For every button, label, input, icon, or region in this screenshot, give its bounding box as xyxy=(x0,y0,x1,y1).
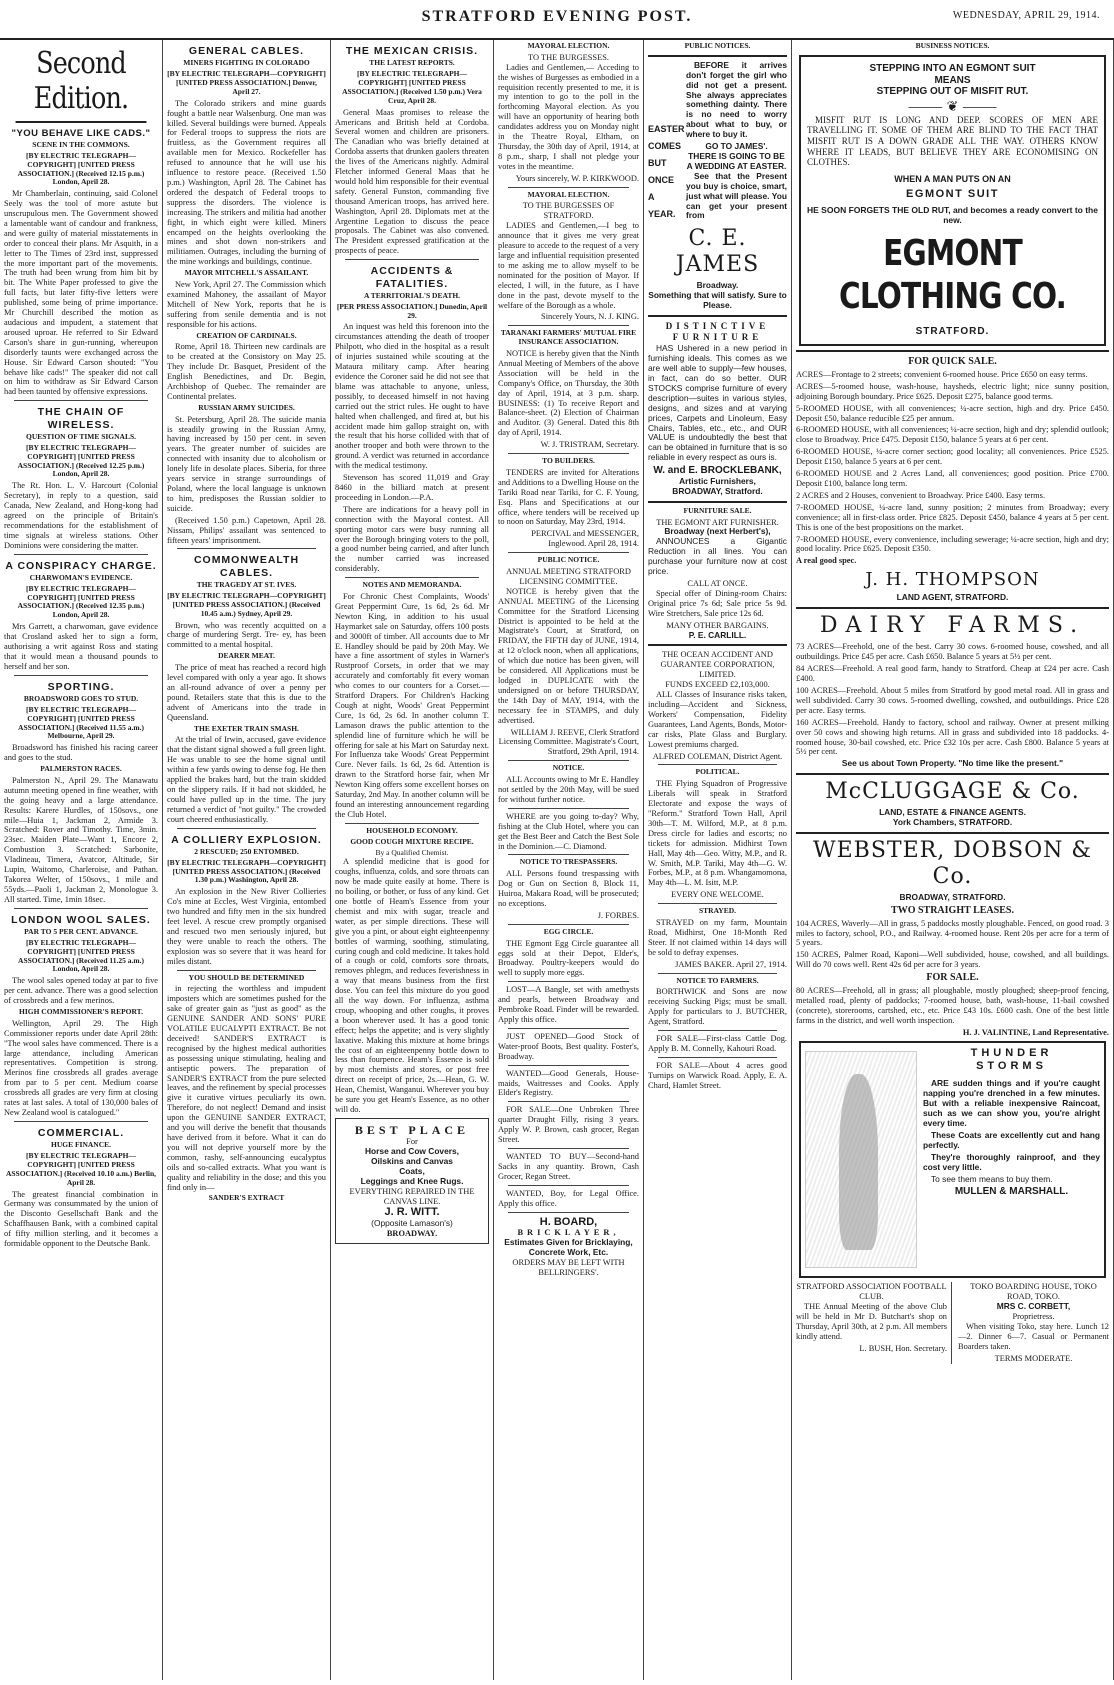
notice-body: THE Egmont Egg Circle guarantee all eggs sold at their Depot, Elder's, Broadway. Poultry-keepers would do well to supply more eggs. xyxy=(498,938,639,978)
headline: COMMERCIAL. xyxy=(37,1126,125,1139)
classified-ad: LOST—A Bangle, set with amethysts and pearls, between Broadway and Pembroke Road. Finder will be rewarded. Apply this office. xyxy=(498,985,639,1024)
list-item: 7-ROOMED HOUSE, every convenience, including sewerage; ¼-acre section, high and dry; good locality. Price £625. Deposit £350. xyxy=(796,534,1109,554)
notice-signature: W. J. TRISTRAM, Secretary. xyxy=(540,440,639,450)
notice-body: When visiting Toko, stay here. Lunch 12—2. Dinner 6—7. Casual or Permanent Boarders taken. xyxy=(958,1322,1109,1351)
list-item: 6-ROOMED HOUSE, ¼-acre corner section; good locality; all conveniences. Price £525. Deposit £150, balance 5 years at 6 per cent. xyxy=(796,447,1109,467)
article-body: The price of meat has reached a record high level compared with only a year ago. It shows an all-round advance of over a penny per pound. Retailers state that this is due to the advent of Americans into the trade in Queensland. xyxy=(167,663,326,722)
list-item: 2 ACRES and 2 Houses, convenient to Broadway. Price £400. Easy terms. xyxy=(796,490,1046,500)
ad-line: CALL AT ONCE. xyxy=(687,579,748,589)
ad-line: Broadway (next Herbert's), xyxy=(664,526,771,537)
notice-title: STRATFORD ASSOCIATION FOOTBALL CLUB. xyxy=(796,1282,947,1302)
notice-body: Ladies and Gentlemen,— Acceding to the wishes of Burgesses as embodied in a requisition recently presented to me, it is my intention to go to the poll in the forthcoming Mayoral election. As you will have an opportunity of hearing both candidates address you on Monday night in the Theatre Royal, Eltham, on Thursday, the 30th day of April, 1914, at 8 p.m., sharp, I shall not pledge your votes in the meantime. xyxy=(498,62,639,171)
ad-subtitle: FOR SALE. xyxy=(926,972,979,984)
headline: ACCIDENTS & FATALITIES. xyxy=(370,265,454,290)
list-item: 6-ROOMED HOUSE and 2 Acres Land, all conveniences; good position. Price £700. Deposit £100, balance long term. xyxy=(796,469,1109,488)
ad-line: Estimates Given for Bricklaying, Concrete Work, Etc. xyxy=(504,1237,633,1258)
ad-line: STEPPING INTO AN EGMONT SUIT xyxy=(869,62,1036,74)
subheadline: PALMERSTON RACES. xyxy=(40,764,122,774)
ad-name: W. and E. BROCKLEBANK, xyxy=(653,465,782,477)
ad-line: Oilskins and Canvas xyxy=(371,1155,453,1166)
ad-name: H. BOARD, xyxy=(539,1215,598,1228)
notice-title: MAYORAL ELECTION. xyxy=(527,189,610,199)
notice-body: ALL Persons found trespassing with Dog or Gun on Section 8, Block 11, Huiroa, Makara Road, will be prosecuted; no exceptions. xyxy=(498,869,639,908)
notice-title: PUBLIC NOTICE. xyxy=(537,555,600,565)
article-body: New York, April 27. The Commission which examined Mahoney, the assailant of Mayor Mitchell of New York, reports that he is suffering from senile dementia and is not responsible for his actions. xyxy=(167,280,326,329)
ad-side-line: ONCE xyxy=(648,175,675,186)
notice-title: THE OCEAN ACCIDENT AND GUARANTEE CORPORATION, LIMITED. xyxy=(660,650,775,680)
notice-title: POLITICAL. xyxy=(695,767,740,777)
byline: [BY ELECTRIC TELEGRAPH—COPYRIGHT] [UNITED PRESS ASSOCIATION.] (Received 10.10 a.m.) Berlin, April 28. xyxy=(5,1151,157,1187)
ad-name: J. H. THOMPSON xyxy=(865,569,1040,591)
notice-title: NOTICE TO FARMERS. xyxy=(676,975,759,985)
bottom-notices xyxy=(796,1282,1109,1363)
ad-line: EVERYTHING REPAIRED IN THE CANVAS LINE. xyxy=(349,1186,475,1206)
ad-side-line: EASTER xyxy=(648,123,685,134)
article-body: An explosion in the New River Collieries Co's mine at Eccles, West Virginia, entombed two hundred and fifty men in the six hundred feet level. A rescue crew promptly organised and rescued two men seriously injured, but they were unable to reach the others. The explosion was so severe that it was heard for miles distant. xyxy=(167,887,326,966)
ad-line: THE EGMONT ART FURNISHER. xyxy=(656,517,779,527)
column-6 xyxy=(792,40,1114,1680)
subheadline: A TERRITORIAL'S DEATH. xyxy=(363,290,461,300)
ad-line: LAND AGENT, STRATFORD. xyxy=(896,592,1009,603)
section-heading: BUSINESS NOTICES. xyxy=(915,41,990,50)
byline: [BY ELECTRIC TELEGRAPH—COPYRIGHT] [UNITED PRESS ASSOCIATION.] (Received 1.30 p.m.) Washington, April 28. xyxy=(167,857,326,885)
list-item: 84 ACRES—Freehold. A real good farm, handy to Stratford. Cheap at £24 per acre. Cash £400. xyxy=(796,664,1109,684)
list-item: 73 ACRES—Freehold, one of the best. Carry 30 cows. 6-roomed house, cowshed, and all outbuildings. Price £45 per acre. Cash £650. Balance 5 years at 5½ per cent. xyxy=(796,642,1109,662)
subheadline: THE LATEST REPORTS. xyxy=(369,58,455,68)
list-item: 104 ACRES, Waverly—All in grass, 5 paddocks mostly ploughable. Fenced, on good road. 3 miles to factory, school, P.O., and Railway. 4-roomed house. Rent 20s per acre for a term of 5 years. xyxy=(796,918,1109,948)
notice-line: FUNDS EXCEED £2,103,000. xyxy=(665,680,770,690)
ad-name: MULLEN & MARSHALL. xyxy=(954,1186,1069,1198)
ad-line: York Chambers, STRATFORD. xyxy=(892,817,1013,828)
subheadline: CHARWOMAN'S EVIDENCE. xyxy=(29,572,133,582)
notice-salutation: TO THE BURGESSES. xyxy=(528,52,609,62)
ad-line: Proprietress. xyxy=(1012,1312,1055,1322)
ad-trade: BRICKLAYER, xyxy=(517,1228,620,1238)
column-1 xyxy=(0,40,163,1680)
ornament-icon: ⸻ ❦ ⸻ xyxy=(907,98,998,115)
subheadline: QUESTION OF TIME SIGNALS. xyxy=(25,431,137,441)
ad-body: These Coats are excellently cut and hang perfectly. xyxy=(923,1129,1100,1150)
advertisement-body: in rejecting the worthless and impudent imposters which are sometimes pushed for the sake of greater gain as "just as good" as the GENUINE SANDER AND SONS' PURE VOLATILE EUCALYPTI EXTRACT. Be not deceived! SANDER'S EXTRACT is recognised by the highest medical authorities as possessing unique stimulating, healing and antiseptic powers. The preparation of SANDER'S EXTRACT from the pure selected leaves, and the refinement by special processes give it curative virtues peculiarly its own. Therefore, do not neglect! Demand and insist upon the GENUINE SANDER EXTRACT, and you will derive the benefit that thousands have derived from it before. What it can do you will not deprive yourself more by the common, rashy, self-announcing eucalyptus oils and so-called extracts. What you want is quality and reliability in the dose; and this you find only in— xyxy=(167,984,326,1192)
classified-ad: WANTED TO BUY—Second-hand Sacks in any quantity. Brown, Cash Grocer, Regan Street. xyxy=(498,1151,639,1181)
ad-body: HAS Ushered in a new period in furnishing ideals. This comes as we are well able to supply—few houses, in fact, can do so better. OUR STOCKS comprise furniture of every description—suites in various styles, designs, and sizes and at varying prices, Carpets and Linoleum, Easy Chairs, Tables, etc., etc., and OUR VALUE is undoubtedly the best that can be obtained in furniture that is so reliable in every respect as ours is. xyxy=(648,343,787,463)
ad-name: McCLUGGAGE & Co. xyxy=(825,779,1080,805)
list-item: 150 ACRES, Palmer Road, Kaponi—Well subdivided, house, cowshed, and all buildings. Will do 70 cows well. Rent 42s 6d per acre for 3 years. xyxy=(796,950,1109,970)
ad-line: Artistic Furnishers, xyxy=(679,475,756,486)
classified-ad: FOR SALE—First-class Cattle Dog. Apply B. M. Connelly, Kahouri Road. xyxy=(648,1033,787,1053)
subheadline: BROADSWORD GOES TO STUD. xyxy=(23,694,139,704)
headline: SPORTING. xyxy=(47,680,115,693)
notice-title: TO BUILDERS. xyxy=(542,456,595,466)
notice-line: EVERY ONE WELCOME. xyxy=(671,890,764,900)
headline: "YOU BEHAVE LIKE CADS." xyxy=(11,127,151,139)
subheadline: MAYOR MITCHELL'S ASSAILANT. xyxy=(184,268,309,278)
notice-title: NOTICE TO TRESPASSERS. xyxy=(519,857,618,867)
ad-line: For xyxy=(406,1137,418,1147)
article-body: (Received 1.50 p.m.) Capetown, April 28. Nissam, Philips' assailant was sentenced to fifteen years' imprisonment. xyxy=(167,515,326,545)
ad-line: STEPPING OUT OF MISFIT RUT. xyxy=(876,86,1029,98)
subheadline: CREATION OF CARDINALS. xyxy=(196,330,297,340)
quick-sale-list xyxy=(796,370,1109,566)
notice-body: LADIES and Gentlemen,—I beg to announce that it gives me very great pleasure to accede to the request of a very large and influential requisition presented to me asking me to allow myself to be nominated for the position of Mayor. If elected, I will, in the future, as I have done in the past, devote myself to the welfare of the Borough as a whole. xyxy=(498,221,639,310)
notice-signature: L. BUSH, Hon. Secretary. xyxy=(859,1343,947,1353)
byline: By a Qualified Chemist. xyxy=(375,847,449,857)
notice-signature: ALFRED COLEMAN, District Agent. xyxy=(652,751,783,761)
notice-body: THE Flying Squadron of Progressive Liberals will speak in Stratford Electorate and expose the ways of "Reform." Stratford Town Hall, April 30th—T. M. Wilford, M.P., at 8 p.m. Dress circle for ladies and escorts; no tickets for admission. Midhirst Town Hall, May 4th—Geo. Witty, M.P., and R. W. Smith, M.P. Tariki, May 4th—G. W. Forbes, M.P., at 8 p.m. Whangamomona, May 4th—L. M. Isitt, M.P. xyxy=(648,779,787,888)
notice-body: BORTHWICK and Sons are now receiving Sucking Pigs; must be small. Apply for particulars to J. BUTCHER, Agent, Stratford. xyxy=(648,987,787,1027)
notice-body: TENDERS are invited for Alterations and Additions to a Dwelling House on the Tariki Road near Tariki, for C. F. Young, Esq. Plans and Specifications at our office, where tenders will be received up to noon on Saturday, May 23rd, 1914. xyxy=(498,467,639,527)
subheadline: THE EXETER TRAIN SMASH. xyxy=(194,723,299,733)
column-2 xyxy=(163,40,331,1680)
notice-salutation: TO THE BURGESSES OF STRATFORD. xyxy=(522,201,615,221)
ad-line: WHEN A MAN PUTS ON AN xyxy=(894,173,1011,184)
classified-ad: FOR SALE—One Unbroken Three quarter Draught Filly, rising 3 years. Apply W. P. Brown, cash grocer, Regan Street. xyxy=(498,1105,639,1145)
ad-line: Leggings and Knee Rugs. xyxy=(360,1175,464,1186)
ad-body: ARE sudden things and if you're caught napping you're drenched in a few minutes. But with a reliable inexpensive Raincoat, such as we can show you, you're alright every time. xyxy=(923,1078,1100,1129)
ad-line: MEANS xyxy=(934,74,971,86)
raincoat-illustration xyxy=(805,1051,917,1268)
ad-line: See us about Town Property. "No time like the present." xyxy=(841,758,1064,769)
subheadline: HIGH COMMISSIONER'S REPORT. xyxy=(19,1007,143,1017)
subheadline: HUGE FINANCE. xyxy=(50,1140,111,1150)
list-item: 100 ACRES—Freehold. About 5 miles from Stratford by good metal road. All in grass and well subdivided. Carry 30 cows. 5-roomed dwelling, cowshed, and outbuildings. Price £28 per acre. Easy terms. xyxy=(796,685,1109,715)
headline: COMMONWEALTH CABLES. xyxy=(193,554,300,579)
ad-line: Horse and Cow Covers, xyxy=(364,1145,459,1156)
ad-body: MISFIT RUT IS LONG AND DEEP. SCORES OF MEN ARE TRAVELLING IT. SOME OF THEM ARE BLIND TO THE FACT THAT MISFIT RUT IS A DOWN GRADE ALL THE WAY. OTHERS KNOW WHERE IT LEADS, BUT BELIEVE THEY ARE ECONOMISING ON CLOTHES. xyxy=(807,114,1098,168)
column-4 xyxy=(494,40,644,1680)
ad-line: BROADWAY. xyxy=(386,1229,438,1239)
article-body: General Maas promises to release the Americans and British held at Cordoba. Several women and children are prisoners. The Canadian who was briefly detained at Cordoba asserts that drunken gaolers threaten the lives of the Americans nightly. Admiral Fletcher informed General Maas that he would hold him responsible for their eventual safety. General Funston, commanding five thousand American troops, has arrived here. Washington, April 28. Diplomats met at the Argentine Legation to discuss the peace proposals. The Cabinet was also convened. The President expressed gratification at the prospects of peace. xyxy=(335,107,489,256)
subheadline: PAR TO 5 PER CENT. ADVANCE. xyxy=(24,927,138,937)
list-item: 80 ACRES—Freehold, all in grass; all ploughable, mostly ploughed; sheep-proof fencing, metalled road, plenty of paddocks; 7-roomed house, bath, wash-house, 11-bail cowshed (concrete), storerooms, cartshed, etc., etc. Price £43 10s. £600 cash. One of the best little farms in the district, and well worth inspection. xyxy=(796,985,1109,1025)
list-item: 5-ROOMED HOUSE, with all conveniences; ¼-acre section, high and dry. Price £450. Deposit £50, balance reducible £25 per annum. xyxy=(796,403,1109,423)
ad-title: DISTINCTIVE FURNITURE xyxy=(665,321,770,342)
notice-body: NOTICE is hereby given that the ANNUAL MEETING of the Licensing Committee for the Stratford Licensing District is appointed to be held at the Magistrate's Court, at Stratford, on FRIDAY, the FIFTH day of JUNE, 1914, at 12 o'clock noon, when all applications, of which due notice has been given, will be considered. All Applications must be lodged in DUPLICATE with the undersigned on or before THURSDAY, the 14th Day of MAY, 1914, with the necessary fee in STAMPS, and duly advertised. xyxy=(498,586,639,725)
article-body: Rome, April 18. Thirteen new cardinals are to be created at the Consistory on May 25. They include Dr. Basquet, President of the English Benedictines, and Dr. Begin, Archbishop of Quebec. The remainder are Continental prelates. xyxy=(167,342,326,401)
section-heading: PUBLIC NOTICES. xyxy=(684,41,751,50)
byline: [PER PRESS ASSOCIATION.] Dunedin, April 29. xyxy=(336,301,488,320)
column-3 xyxy=(331,40,494,1680)
article-body: A splendid medicine that is good for coughs, influenza, colds, and sore throats can now be made quite easily at home. There is no boiling, or bother, or fuss of any kind. Get one bottle of Heam's Essence from your chemist and mix with sugar, treacle and water, as per simple directions. These will give you a pint, or about eight eighteenpenny bottles of warming, soothing, stimulating, curing cough and cold medicine. It takes hold of a cough or cold, comforts sore throats, removes phlegm, and reduces feverishness in a way that means business from the first dose. You can feel this mixture do you good all the way down. For influenza, asthma croup, whooping and other coughs, it proves a boon wherever used. It has a good tonic effect; helps the appetite; and is very slightly laxative. Making this mixture at home brings the cost of an eighteenpenny bottle down to less than fourpence. Heam's Essence is sold by most chemists and stores, or post free direct on receipt of price, 2s.—Hean, G. W. Hean, Chemist, Wanganui. Wherever you buy be sure you get Heam's Essence, as no other will do. xyxy=(335,857,489,1114)
subheadline: GOOD COUGH MIXTURE RECIPE. xyxy=(350,836,474,846)
advertisement-signature: SANDER'S EXTRACT xyxy=(208,1193,285,1203)
ad-line: GO TO JAMES'. xyxy=(705,141,768,152)
article-body: The Rt. Hon. L. V. Harcourt (Colonial Secretary), in reply to a question, said Canada, New Zealand, and Hong-kong had agreed on the principle of Britain's recommendations for the establishment of time signals at wireless stations. Other Dominions were considering the matter. xyxy=(4,481,158,550)
notice-body: NOTICE is hereby given that the Ninth Annual Meeting of Members of the above Association will be held in the Company's Office, on Thursday, the 30th day of April, 1914, at 3 p.m. sharp. BUSINESS: (1) To receive Report and Balance-sheet. (2) Election of Chairman and Auditor. (3) General. Dated this 8th day of April, 1914. xyxy=(498,349,639,438)
notice-signature: JAMES BAKER. April 27, 1914. xyxy=(675,959,787,969)
ad-line: LAND, ESTATE & FINANCE AGENTS. xyxy=(879,807,1026,818)
edition-banner: Second Edition. xyxy=(16,40,147,123)
byline: [BY ELECTRIC TELEGRAPH—COPYRIGHT] [UNITED PRESS ASSOCIATION.] (Received 12.25 p.m.) London, April 28. xyxy=(17,442,145,479)
ad-title: FOR QUICK SALE. xyxy=(908,356,997,368)
article-body: At the trial of Irwin, accused, gave evidence that the distant signal showed a full green light. He was unable to see the home signal until within a few yards owing to dense fog. He then applied the brakes hard, but the train skidded on the slippery rails. If it had not skidded, he could have pulled up in the time. The jury returned a verdict of "not guilty." The crowded court cheered enthusiastically. xyxy=(167,735,326,824)
list-item: A real good spec. xyxy=(796,556,857,566)
ad-signature: P. E. CARLILL. xyxy=(688,629,747,640)
ad-line: EGMONT SUIT xyxy=(906,188,999,201)
egmont-clothing-advertisement xyxy=(799,55,1106,346)
headline: A COLLIERY EXPLOSION. xyxy=(171,833,322,846)
subheadline: DEARER MEAT. xyxy=(218,651,275,661)
james-advertisement xyxy=(648,61,787,224)
article-body: Mr Chamberlain, continuing, said Colonel Seely was the tool of more astute but unscrupulous men. The Government showed a lamentable want of candour and frankness, and were guilty of material misstatements in order to conceal their plans. Mr Asquith, in a letter to The Times of 23rd inst, suppressed the more important part of the movements. The truth had been wrung from him bit by bit. The White Paper professed to give the full facts, but later fifty-five letters were published, some being of prime importance. Mr Churchill described the motion as audacious and impudent, a statement that aroused uproar. He referred to Sir Edward Carson's share in gun-running, whereupon disorderly taunts were exchanged across the House. Sir Edward Carson shouted: "You behave like cads!" The speaker did not call on him to withdraw as Sir Edward Carson had been taunted by offensive expressions. xyxy=(4,189,158,397)
article-body: Palmerston N., April 29. The Manawatu autumn meeting opened in fine weather, with the going heavy and a large attendance. Results: Karere Hurdles, of 150sovs., one mile—Huia 1, Jackman 2, Armide 3. Scratched: Rover and Timothy. Time, 3min. 23sec. Maiden Plate—Want 1, Encore 2, Combustion 3. Scratched: Sarbonite, Vladineau, Timera, Avatcor, Altitude, Sir Lupin, Waitomo, Charleroise, and Pathan. Takorea Welter, of 150sovs., 1 mile and 55yds.—Paoli 1, Jackman 2, Monologue 3. All started. Time, 1min 18sec. xyxy=(4,775,158,904)
notice-signature: PERCIVAL and MESSENGER, Inglewood. April 28, 1914. xyxy=(531,529,639,549)
notice-signature: J. FORBES. xyxy=(597,910,639,920)
ad-body: BEFORE it arrives don't forget the girl who did not get a present. She always appreciates something dainty. There is no need to worry about what to buy, or where to buy it. xyxy=(686,59,787,140)
ad-name: WEBSTER, DOBSON & Co. xyxy=(813,837,1092,889)
classified-ad: FOR SALE—About 4 acres good Turnips on Warwick Road. Apply, E. A. Chard, Hamlet Street. xyxy=(648,1060,787,1090)
ad-line: HE SOON FORGETS THE OLD RUT, and becomes a ready convert to the new. xyxy=(807,205,1098,226)
notice-signature: WILLIAM J. REEVE, Clerk Stratford Licensing Committee. Magistrate's Court, Stratford, 29th April, 1914. xyxy=(498,727,639,757)
subheadline: MINERS FIGHTING IN COLORADO xyxy=(183,58,310,68)
masthead xyxy=(0,0,1114,40)
notice-title: EGG CIRCLE. xyxy=(543,926,594,936)
list-item: 160 ACRES—Freehold. Handy to factory, school and railway. Owner at present milking over 50 cows and showing high returns. All in grass and subdivided into 18 paddocks. 4-roomed house, 30-bail cowshed, etc. Price £32 10s per acre. Cash £800. Balance 5 years at 5½ per cent. xyxy=(796,717,1109,757)
section-heading: NOTES AND MEMORANDA. xyxy=(362,580,462,590)
notice-title: MAYORAL ELECTION. xyxy=(527,41,610,50)
byline: [BY ELECTRIC TELEGRAPH—COPYRIGHT] [UNITED PRESS ASSOCIATION.] (Received 11.25 a.m.) London, April 28. xyxy=(18,937,144,974)
ad-title: FURNITURE SALE. xyxy=(683,505,752,515)
byline: [BY ELECTRIC TELEGRAPH—COPYRIGHT] [UNITED PRESS ASSOCIATION.] (Received 10.45 a.m.) Sydney, April 29. xyxy=(167,591,326,618)
ad-line: Broadway. xyxy=(696,280,739,291)
ad-side-text xyxy=(648,61,685,224)
headline: THE MEXICAN CRISIS. xyxy=(345,45,479,57)
notice-signature: Sincerely Yours, N. J. KING. xyxy=(541,312,639,322)
ad-line: Coats, xyxy=(399,1165,425,1176)
ad-name: MRS C. CORBETT, xyxy=(996,1301,1071,1312)
ad-body: To see them means to buy them. xyxy=(931,1173,1053,1184)
advertisement-headline: YOU SHOULD BE DETERMINED xyxy=(188,972,305,982)
ad-line: STRATFORD. xyxy=(915,326,990,338)
notice-subtitle: ANNUAL MEETING STRATFORD LICENSING COMMITTEE. xyxy=(506,567,631,586)
list-item: 6-ROOMED HOUSE, with all conveniences; ¼-acre section, high and dry; splendid outlook; close to Broadway. Price £475. Deposit £150, balance 5 years at 6 per cent. xyxy=(796,425,1109,445)
ad-body: ANNOUNCES a Gigantic Reduction in all lines. You can purchase your furniture now at cost price. xyxy=(648,536,787,577)
headline: A CONSPIRACY CHARGE. xyxy=(5,559,157,572)
list-item: 7-ROOMED HOUSE, ¼-acre land, sunny position; 2 minutes from Broadway; every convenience; all in first-class order. Price £825. Deposit £450, balance 4 years at 5 per cent. This is one of the best propositions on the market. xyxy=(796,502,1109,532)
thunder-storms-advertisement xyxy=(799,1041,1106,1278)
notice-title: STRAYED. xyxy=(698,906,737,916)
byline: [BY ELECTRIC TELEGRAPH—COPYRIGHT] [UNITED PRESS ASSOCIATION.] (Received 12.15 p.m.) London, April 28. xyxy=(17,150,145,187)
subheadline: SCENE IN THE COMMONS. xyxy=(32,139,130,149)
subheadline: RUSSIAN ARMY SUICIDES. xyxy=(198,402,295,412)
ad-body: Special offer of Dining-room Chairs: Original price 7s 6d; Sale price 5s 9d. Wire Stretchers, Sale price 12s 6d. xyxy=(648,588,787,618)
ad-line: MANY OTHER BARGAINS. xyxy=(666,620,769,630)
classified-ad: WANTED—Good Generals, House-maids, Waitresses and Cooks. Apply Elder's Registry. xyxy=(498,1068,639,1098)
notice-body: STRAYED on my farm, Mountain Road, Midhirst, One 18-Month Red Steer. If not claimed within 14 days will be sold to defray expenses. xyxy=(648,917,787,957)
ad-name: EGMONT CLOTHING CO. xyxy=(838,233,1067,317)
list-item: ACRES—Frontage to 2 streets; convenient 6-roomed house. Price £650 on easy terms. xyxy=(796,369,1088,379)
notice-body: ALL Classes of Insurance risks taken, including—Accident and Sickness, Workers' Compensation, Fidelity Guarantees, Land Agents, Bonds, Motor-car risks, Plate Glass and Burglary. Lowest premiums charged. xyxy=(648,690,787,749)
ad-line: TERMS MODERATE. xyxy=(994,1353,1073,1363)
ad-side-line: BUT xyxy=(648,158,667,169)
classified-ad: WANTED, Boy, for Legal Office. Apply this office. xyxy=(498,1188,639,1208)
notice-body: ALL Accounts owing to Mr E. Handley not settled by the 20th May, will be sued for without further notice. xyxy=(498,775,639,804)
article-body: There are indications for a heavy poll in connection with the Mayoral contest. All sporting motor cars were busy running all over the Borough bringing voters to the poll, a good number being carried, and after lunch the number carried was increased considerably. xyxy=(335,504,489,574)
ad-body: They're thoroughly rainproof, and they cost very little. xyxy=(923,1151,1100,1172)
ad-subtitle: TWO STRAIGHT LEASES. xyxy=(891,904,1014,916)
notice-title: TARANAKI FARMERS' MUTUAL FIRE INSURANCE ASSOCIATION. xyxy=(500,328,637,347)
article-body: The greatest financial combination in Germany was consummated by the union of the Disconto Gesellschaft Bank and the Schaffhausen Bank, with a combined capital of fifty million sterling, and it becomes a formidable opponent to the Deutsche Bank. xyxy=(4,1189,158,1249)
ad-side-line: A YEAR. xyxy=(648,192,676,220)
ad-signature: H. J. VALINTINE, Land Representative. xyxy=(962,1027,1109,1037)
article-body: Stevenson has scored 11,019 and Gray 8460 in the billiard match at present proceeding in London.—P.A. xyxy=(335,473,489,502)
notice-body: WHERE are you going to-day? Why, fishing at the Club Hotel, where you can get the Best Beer and Catch the Best Sole in the Dominion.—C. Diamond. xyxy=(498,811,639,851)
article-body: Wellington, April 29. The High Commissioner reports under date April 28th: "The wool sales have commenced. There is a large attendance, including American representatives. Competition is strong. Merinos fine crossbreds all grades average from par to 5 per cent. Medium coarse crossbreds all grades are very firm at closing rates at last sales. A total of 130,000 bales of New Zealand wool is catalogued." xyxy=(4,1018,158,1118)
ad-title: DAIRY FARMS. xyxy=(819,613,1086,639)
byline: [BY ELECTRIC TELEGRAPH—COPYRIGHT] [UNITED PRESS ASSOCIATION.] (Received 12.35 p.m.) London, April 28. xyxy=(17,583,145,620)
ad-name: J. R. WITT. xyxy=(384,1206,440,1219)
column-5 xyxy=(644,40,792,1680)
byline: [BY ELECTRIC TELEGRAPH—COPYRIGHT] [UNITED PRESS ASSOCIATION.] Denver, April 27. xyxy=(167,69,326,96)
headline: LONDON WOOL SALES. xyxy=(11,913,151,926)
byline: [BY ELECTRIC TELEGRAPH—COPYRIGHT] [UNITED PRESS ASSOCIATION.] (Received 1.50 p.m.) Vera Cruz, April 28. xyxy=(342,69,482,105)
ad-name: C. E. JAMES xyxy=(675,226,760,278)
ad-body: See that the Present you buy is choice, smart, just what will please. You can get your present from xyxy=(686,170,787,221)
ad-title: THUNDER xyxy=(970,1047,1053,1060)
notice-title: TOKO BOARDING HOUSE, TOKO ROAD, TOKO. xyxy=(970,1282,1097,1302)
headline: GENERAL CABLES. xyxy=(188,45,305,57)
newspaper-title: STRATFORD EVENING POST. xyxy=(421,8,693,25)
article-body: The Colorado strikers and mine guards fought a battle near Walsenburg. One man was killed. Several buildings were burned. Appeals for Federal troops to suppress the riots are fruitless, as the Government requires all available men for Mexico. Rockefeller has refused to announce that he will use his influence to restore peace. (Received 1.50 p.m.) Washington, April 28. The Cabinet has ordered the despatch of Federal troops to suppress the disorders. The violence is increasing. The strikers and militia had another fight, in which eight were killed. Miners encamped on the heights overlooking the mines and shot down non-strikers and militiamen. Outrages, including the burning of the mine workings and buildings, continue. xyxy=(167,98,326,267)
article-body: Broadsword has finished his racing career and goes to the stud. xyxy=(4,743,158,763)
article-body: St. Petersburg, April 28. The suicide mania is steadily growing in the Russian Army, having increased by 150 per cent. in seven years. The greater number of suicides are connected with insanity due to alcoholism or lonely life in desolate places. Siberia, for three years service in strange surroundings of Poland, where the local language is unknown to him, predisposes the Russian soldier to suicide. xyxy=(167,414,326,513)
subheadline: 2 RESCUED; 250 ENTOMBED. xyxy=(194,846,299,856)
notice-signature: Yours sincerely, W. P. KIRKWOOD. xyxy=(515,173,639,183)
witt-advertisement xyxy=(335,1118,489,1244)
byline: [BY ELECTRIC TELEGRAPH—COPYRIGHT] [UNITED PRESS ASSOCIATION.] (Received 11.55 a.m.) Melbourne, April 29. xyxy=(18,704,144,741)
classified-ad: JUST OPENED—Good Stock of Water-proof Boots, Best quality. Foster's, Broadway. xyxy=(498,1031,639,1061)
ad-line: Something that will satisfy. Sure to Please. xyxy=(648,290,787,311)
ad-line: THERE IS GOING TO BE A WEDDING AT EASTER. xyxy=(686,151,787,171)
article-body: The wool sales opened today at par to five per cent. advance. There was a good selection of crossbreds and a few merinos. xyxy=(4,976,158,1006)
section-heading: HOUSEHOLD ECONOMY. xyxy=(366,825,458,835)
article-body: For Chronic Chest Complaints, Woods' Great Peppermint Cure, 1s 6d, 2s 6d. Mr Newton King, in addition to his usual Haymarket sale on Saturday, offers 100 posts and 3000ft of timber. All accounts due to Mr E. Handley should be paid by 20th May. We have a fine assortment of styles in Warner's Rustproof Corsets, in order that we may accurately and comfortably fit every woman who comes to our counters for a Corset.—Stratford Drapers. For Children's Hacking Cough at night, Woods' Great Peppermint Cure, 1s 6d, 2s 6d. In another column T. Lamason draws the public attention to the splendid line of furniture which he will be offering for sale at his Mart on Saturday next. For Influenza take Woods' Great Peppermint Cure. Never fails. 1s 6d, 2s 6d. Attention is drawn to the Stratford horse fair, when Mr Newton King offers some excellent horses on Saturday, 2nd May. In another column will be found an interesting announcement regarding the Club Hotel. xyxy=(335,591,489,819)
article-body: Brown, who was recently acquitted on a charge of murdering Sergt. Tre- ey, has been committed to a mental hospital. xyxy=(167,620,326,650)
article-body: Mrs Garrett, a charwoman, gave evidence that Crosland asked her to sign a form, authorising a writ against Ross and stating that it would mean a thousand pounds to herself and her son. xyxy=(4,622,158,671)
article-body: An inquest was held this forenoon into the circumstances attending the death of trooper Philpott, who died in the hospital as a result of injuries sustained while scouting at the Mataura military camp. After hearing evidence the Coroner said he did not see that blame was attachable to anyone, unless, possibly, to deceased himself in not having carried out the strict rules. He ought to have halted when challenged, and fired at, but his accident made him gallop straight on, with the result that his horse collided with that of another trooper and both were thrown to the ground. A verdict was returned in accordance with the medical testimony. xyxy=(335,322,489,471)
ad-subtitle: STORMS xyxy=(976,1060,1047,1073)
issue-date: WEDNESDAY, APRIL 29, 1914. xyxy=(952,10,1100,21)
ad-line: (Opposite Lamason's) xyxy=(371,1218,453,1229)
subheadline: THE TRAGEDY AT ST. IVES. xyxy=(196,580,297,590)
ad-line: ORDERS MAY BE LEFT WITH BELLRINGERS'. xyxy=(512,1258,625,1278)
headline: THE CHAIN OF WIRELESS. xyxy=(37,406,125,431)
ad-line: BROADWAY, STRATFORD. xyxy=(899,891,1006,902)
notice-body: THE Annual Meeting of the above Club will be held in Mr D. Butchart's shop on Thursday, April 30th, at 2 p.m. All members kindly attend. xyxy=(796,1302,947,1341)
ad-line: BROADWAY, Stratford. xyxy=(672,485,763,496)
notice-title: NOTICE. xyxy=(552,763,585,773)
ad-title: BEST PLACE xyxy=(354,1122,470,1137)
ad-side-line: COMES xyxy=(648,140,682,151)
list-item: ACRES—5-roomed house, wash-house, haysheds, electric light; nice sunny position, adjoining Borough boundary. Price £625. Deposit £275, balance good terms. xyxy=(796,381,1109,401)
